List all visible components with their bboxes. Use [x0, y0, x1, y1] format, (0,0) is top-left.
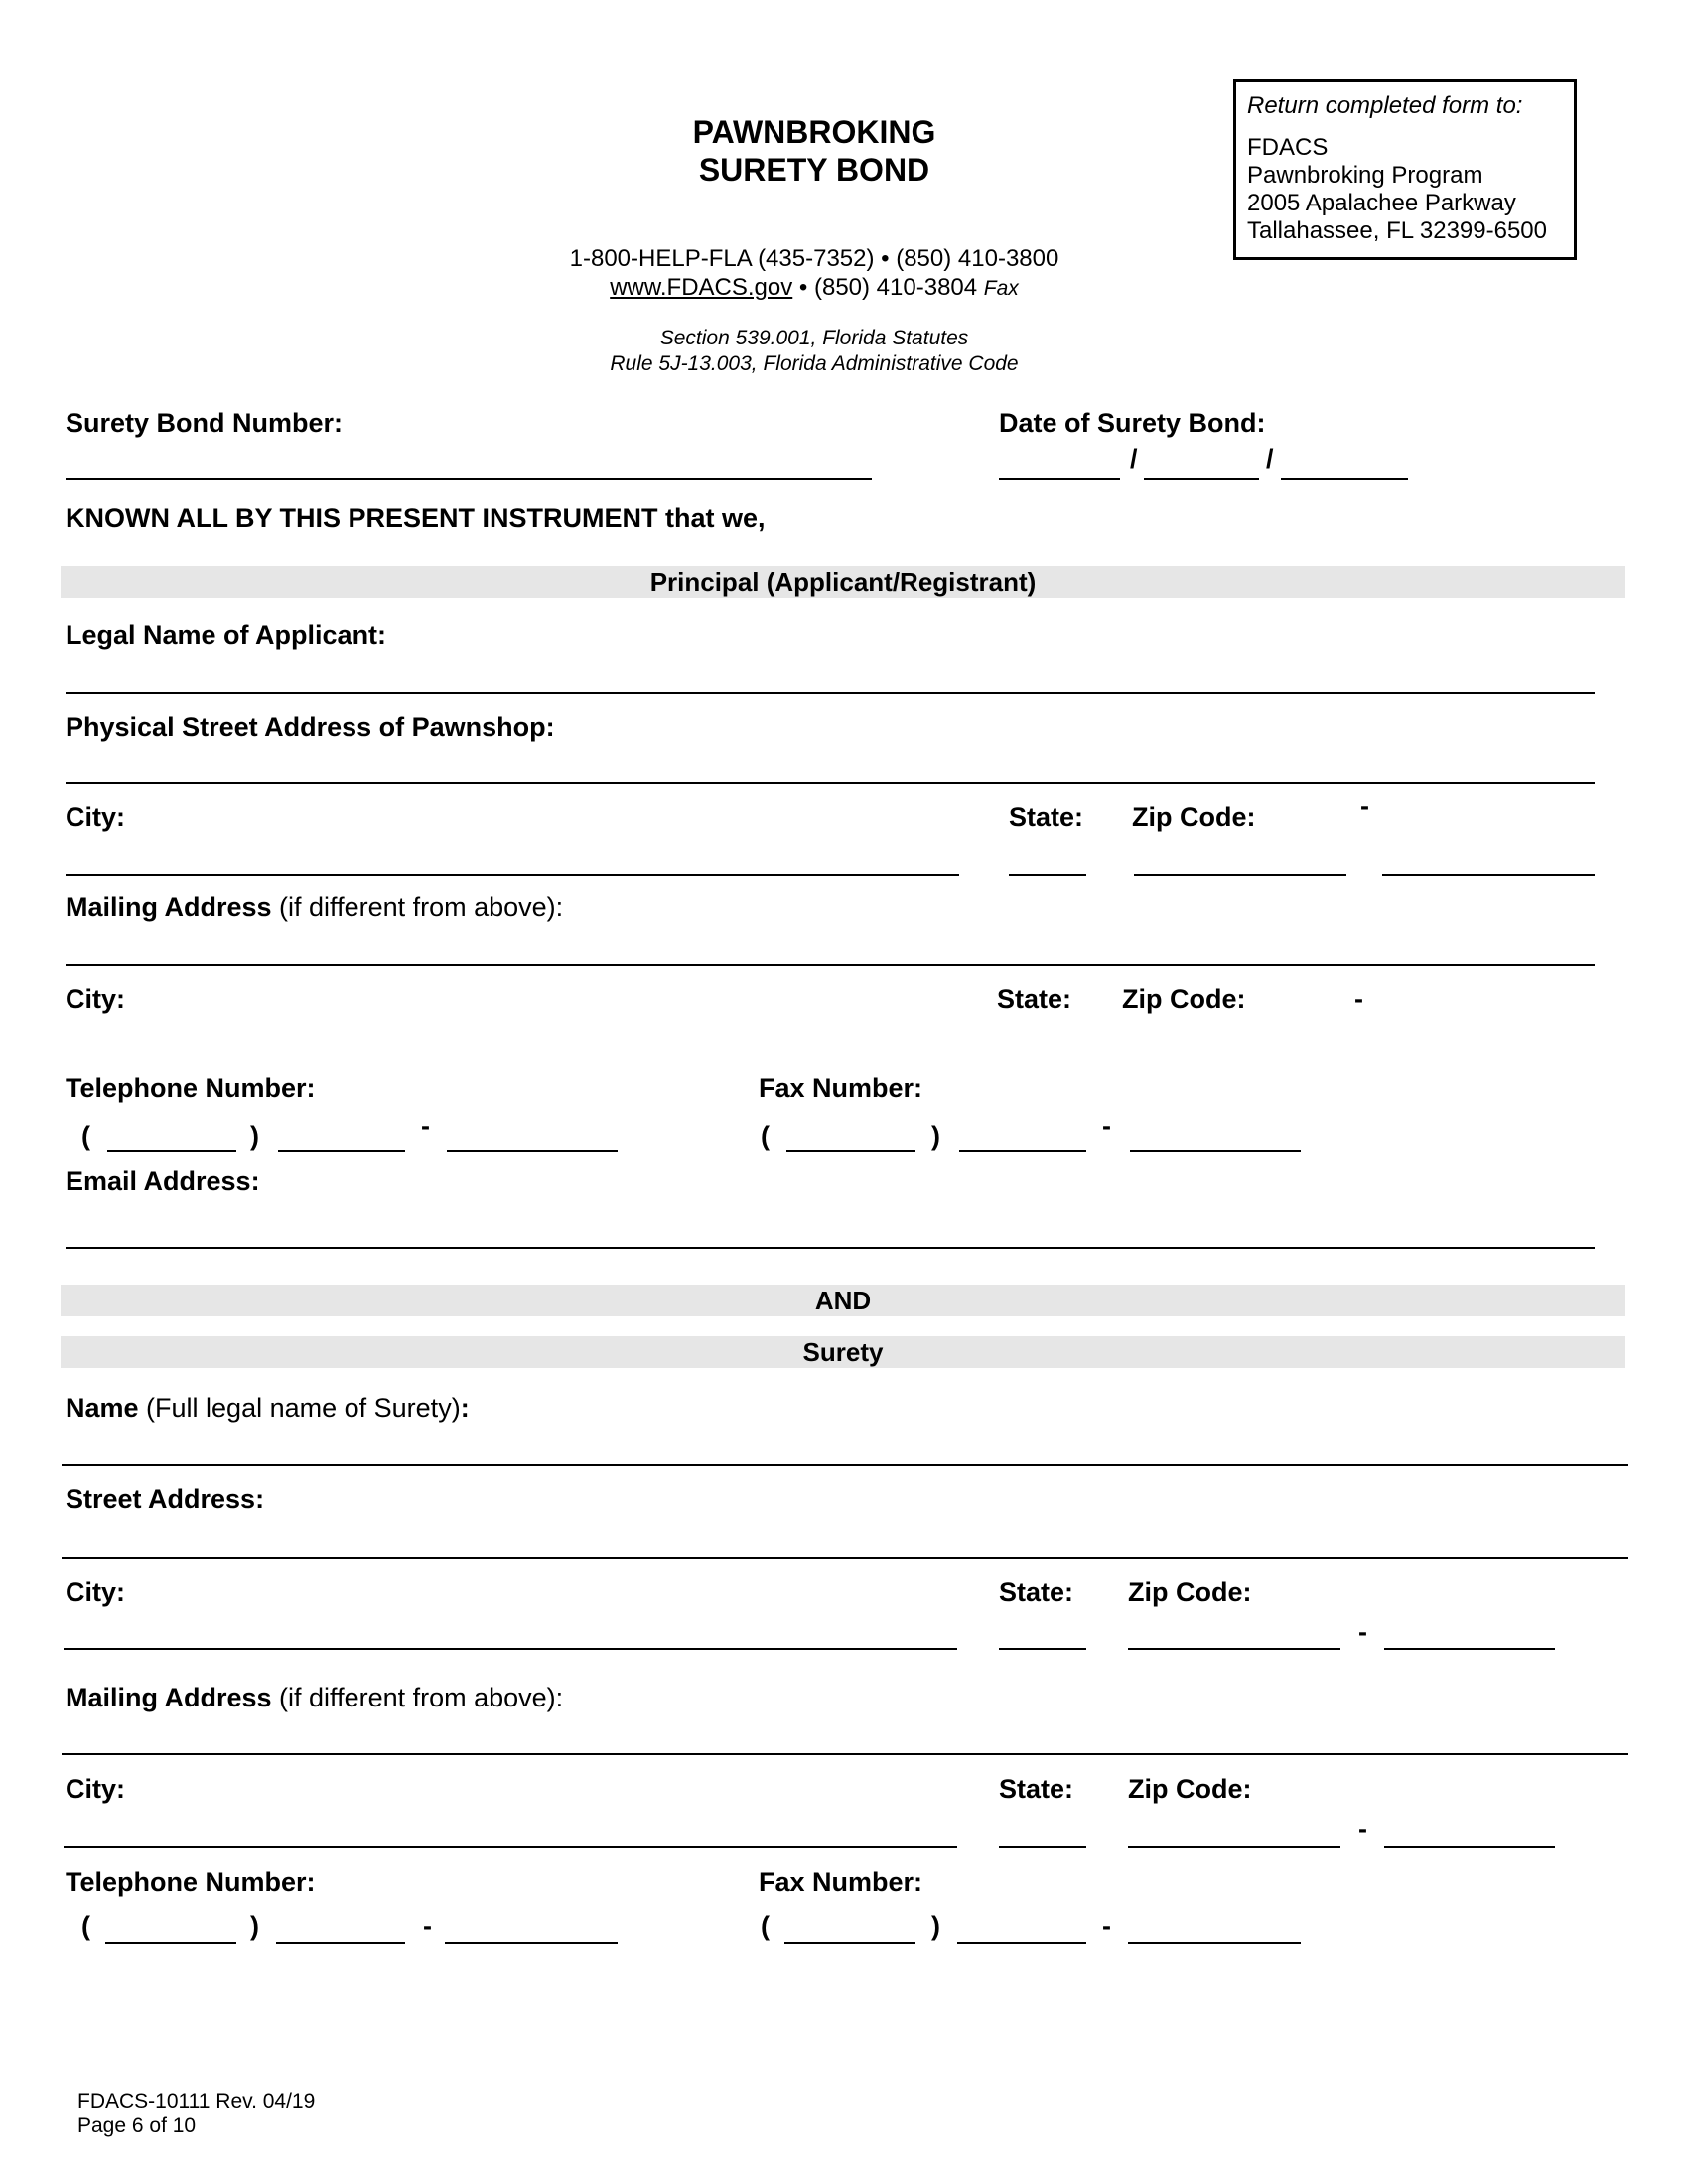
surety-zip2-dash: - — [1358, 1814, 1367, 1843]
rule-line: Rule 5J-13.003, Florida Administrative Code — [610, 352, 1019, 375]
surety-telephone-label: Telephone Number: — [66, 1867, 316, 1897]
surety-phone-close-paren: ) — [250, 1911, 259, 1941]
surety-name-note: (Full legal name of Surety) — [138, 1393, 461, 1423]
principal-phone-dash: - — [421, 1111, 430, 1141]
surety-city-label: City: — [66, 1577, 125, 1607]
surety-fax-prefix-field[interactable] — [957, 1942, 1086, 1944]
principal-city2-label: City: — [66, 984, 125, 1014]
surety-phone-open-paren: ( — [81, 1911, 90, 1941]
surety-name-label-text: Name — [66, 1393, 139, 1423]
surety-bond-number-field[interactable] — [66, 478, 872, 480]
surety-phone-line-field[interactable] — [445, 1942, 618, 1944]
surety-state-label: State: — [999, 1577, 1074, 1607]
surety-phone-dash: - — [423, 1911, 432, 1941]
principal-mailing-label — [66, 891, 563, 923]
surety-city2-label: City: — [66, 1774, 125, 1804]
and-section-header: AND — [61, 1285, 1625, 1316]
contact-info — [487, 244, 1142, 303]
surety-state2-label: State: — [999, 1774, 1074, 1804]
legal-name-field[interactable] — [66, 692, 1595, 694]
surety-zip-label: Zip Code: — [1128, 1577, 1252, 1607]
statute-info — [487, 326, 1142, 377]
phone-line: 1-800-HELP-FLA (435-7352) • (850) 410-3800 — [569, 245, 1059, 272]
principal-city-label: City: — [66, 802, 125, 832]
principal-fax-prefix-field[interactable] — [959, 1150, 1086, 1152]
surety-phone-area-field[interactable] — [105, 1942, 236, 1944]
form-title-line1: PAWNBROKING — [692, 114, 936, 150]
date-year-field[interactable] — [1281, 478, 1408, 480]
principal-email-label: Email Address: — [66, 1166, 260, 1196]
principal-email-field[interactable] — [66, 1247, 1595, 1249]
principal-phone-close-paren: ) — [250, 1121, 259, 1151]
surety-mailing-label-text: Mailing Address — [66, 1683, 272, 1712]
surety-state2-field[interactable] — [999, 1846, 1086, 1848]
principal-fax-dash: - — [1102, 1111, 1111, 1141]
surety-fax-open-paren: ( — [761, 1911, 770, 1941]
surety-mailing-label — [66, 1682, 563, 1713]
surety-phone-prefix-field[interactable] — [276, 1942, 405, 1944]
surety-fax-label: Fax Number: — [759, 1867, 923, 1897]
footer — [77, 2089, 315, 2138]
principal-phone-prefix-field[interactable] — [278, 1150, 405, 1152]
principal-city-field[interactable] — [66, 874, 959, 876]
surety-street-field[interactable] — [62, 1557, 1628, 1559]
surety-zip-ext-field[interactable] — [1384, 1648, 1555, 1650]
principal-telephone-label: Telephone Number: — [66, 1073, 316, 1103]
principal-fax-area-field[interactable] — [786, 1150, 915, 1152]
surety-bond-date-label: Date of Surety Bond: — [999, 408, 1266, 438]
principal-state-field[interactable] — [1009, 874, 1086, 876]
principal-zip-ext-field[interactable] — [1382, 874, 1595, 876]
date-month-field[interactable] — [999, 478, 1120, 480]
website-link[interactable]: www.FDACS.gov — [610, 274, 793, 301]
principal-phone-area-field[interactable] — [107, 1150, 236, 1152]
principal-mailing-label-text: Mailing Address — [66, 892, 272, 922]
surety-state-field[interactable] — [999, 1648, 1086, 1650]
surety-zip-field[interactable] — [1128, 1648, 1340, 1650]
principal-zip-field[interactable] — [1134, 874, 1346, 876]
date-day-field[interactable] — [1144, 478, 1259, 480]
surety-city-field[interactable] — [64, 1648, 957, 1650]
return-line2: Pawnbroking Program — [1247, 162, 1483, 189]
return-line4: Tallahassee, FL 32399-6500 — [1247, 217, 1547, 244]
fax-number: • (850) 410-3804 — [792, 274, 984, 301]
legal-name-label: Legal Name of Applicant: — [66, 620, 387, 650]
principal-section-header: Principal (Applicant/Registrant) — [61, 566, 1625, 598]
surety-zip-dash: - — [1358, 1617, 1367, 1647]
principal-fax-close-paren: ) — [931, 1121, 940, 1151]
return-address-box — [1233, 79, 1577, 260]
website-fax-line — [487, 273, 1142, 303]
surety-mailing-note: (if different from above): — [271, 1683, 564, 1712]
principal-phone-line-field[interactable] — [447, 1150, 618, 1152]
form-title — [556, 113, 1072, 189]
principal-zip2-dash: - — [1354, 984, 1363, 1014]
principal-mailing-field[interactable] — [66, 964, 1595, 966]
date-separator-2: / — [1266, 444, 1274, 474]
surety-city2-field[interactable] — [64, 1846, 957, 1848]
surety-name-label — [66, 1392, 470, 1424]
surety-fax-line-field[interactable] — [1128, 1942, 1301, 1944]
statute-line: Section 539.001, Florida Statutes — [659, 327, 969, 349]
principal-zip2-label: Zip Code: — [1122, 984, 1246, 1014]
surety-fax-close-paren: ) — [931, 1911, 940, 1941]
physical-address-label: Physical Street Address of Pawnshop: — [66, 712, 555, 742]
principal-fax-label: Fax Number: — [759, 1073, 923, 1103]
surety-mailing-field[interactable] — [62, 1753, 1628, 1755]
surety-zip2-ext-field[interactable] — [1384, 1846, 1555, 1848]
principal-mailing-note: (if different from above): — [271, 892, 564, 922]
surety-street-label: Street Address: — [66, 1484, 265, 1514]
page-number: Page 6 of 10 — [77, 2115, 197, 2137]
surety-section-header: Surety — [61, 1336, 1625, 1368]
surety-fax-dash: - — [1102, 1911, 1111, 1941]
form-title-line2: SURETY BOND — [698, 152, 930, 188]
return-heading: Return completed form to: — [1247, 92, 1523, 119]
date-separator-1: / — [1130, 444, 1138, 474]
surety-zip2-label: Zip Code: — [1128, 1774, 1252, 1804]
surety-zip2-field[interactable] — [1128, 1846, 1340, 1848]
principal-state-label: State: — [1009, 802, 1084, 832]
known-statement: KNOWN ALL BY THIS PRESENT INSTRUMENT that we, — [66, 503, 766, 533]
return-line1: FDACS — [1247, 134, 1329, 161]
fax-label: Fax — [983, 277, 1019, 300]
return-line3: 2005 Apalachee Parkway — [1247, 190, 1516, 216]
form-id: FDACS-10111 Rev. 04/19 — [77, 2090, 316, 2113]
surety-name-field[interactable] — [62, 1464, 1628, 1466]
principal-state2-label: State: — [997, 984, 1072, 1014]
surety-fax-area-field[interactable] — [784, 1942, 915, 1944]
principal-phone-open-paren: ( — [81, 1121, 90, 1151]
surety-bond-number-label: Surety Bond Number: — [66, 408, 344, 438]
principal-fax-line-field[interactable] — [1130, 1150, 1301, 1152]
principal-zip-label: Zip Code: — [1132, 802, 1256, 832]
surety-name-colon: : — [460, 1393, 470, 1423]
physical-address-field[interactable] — [66, 782, 1595, 784]
principal-fax-open-paren: ( — [761, 1121, 770, 1151]
principal-zip-dash: - — [1360, 791, 1369, 821]
